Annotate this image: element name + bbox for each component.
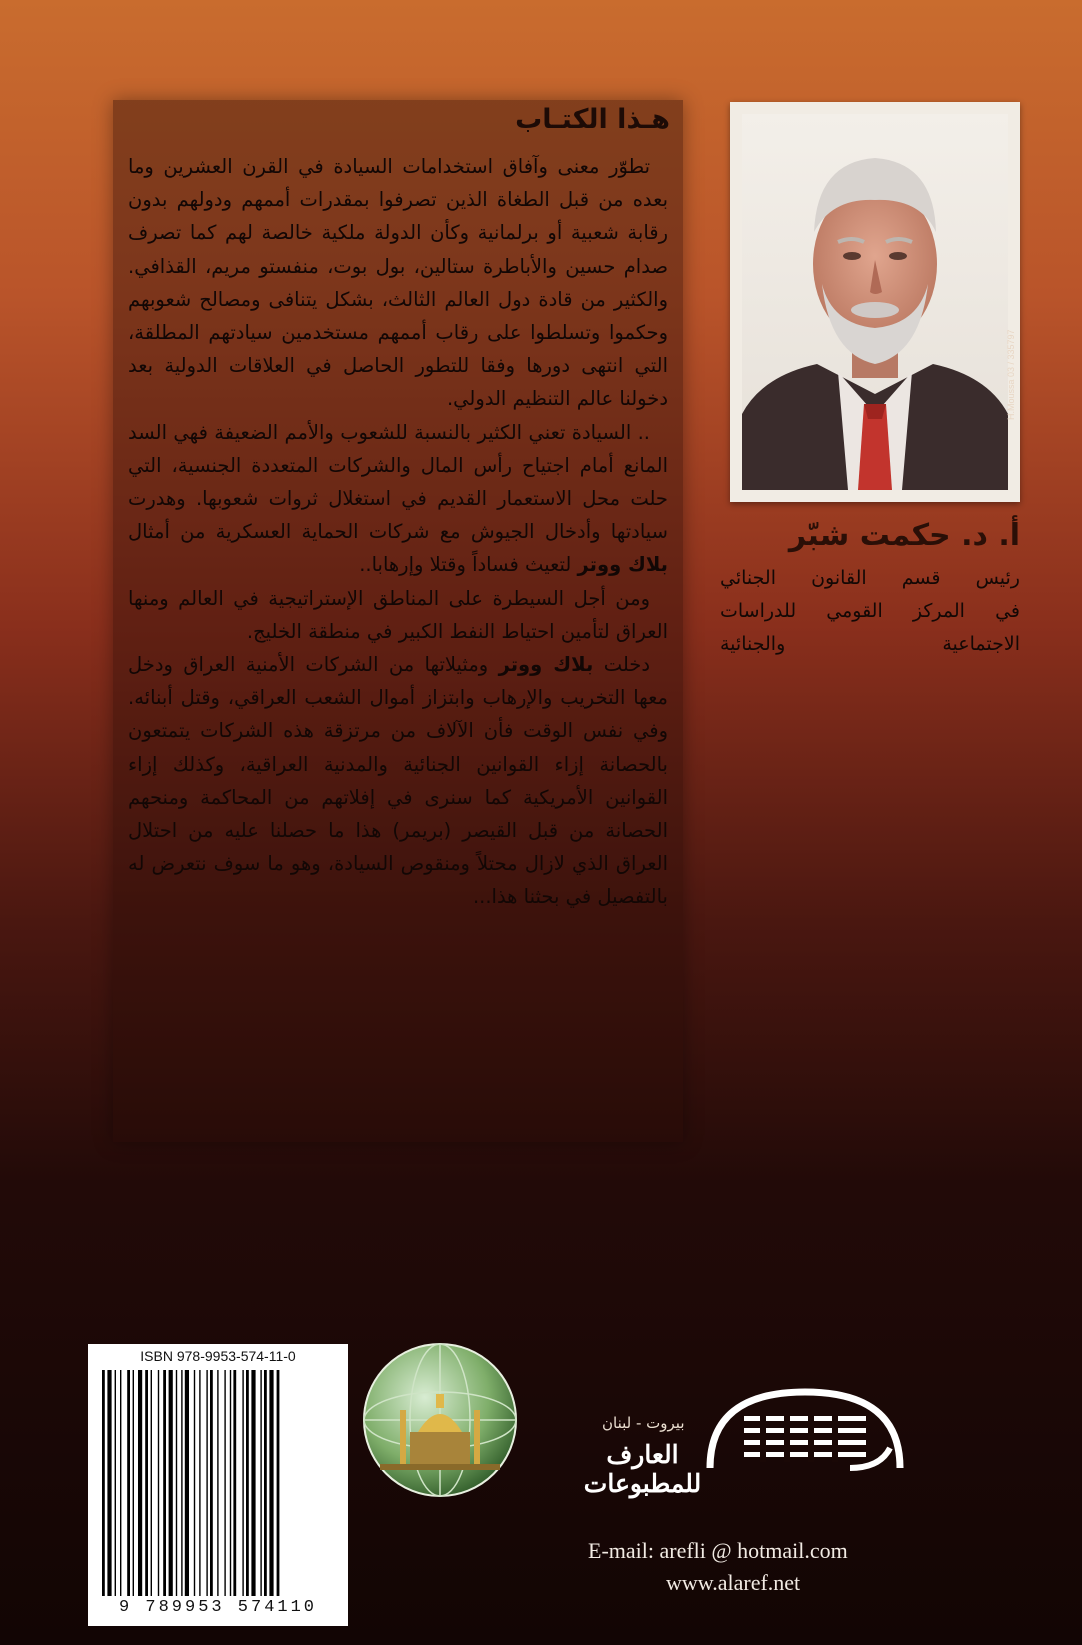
barcode-bar [206,1370,207,1596]
isbn-digits: 9 789953 574110 [118,1598,318,1617]
barcode-bar [120,1370,121,1596]
blackwater-name: بلاك ووتر [577,553,668,577]
barcode-bar [230,1370,231,1596]
barcode-bar [181,1370,182,1596]
barcode-bar [199,1370,200,1596]
barcode-bar [269,1370,273,1596]
portrait-illustration [742,114,1008,490]
barcode-bar [224,1370,225,1596]
barcode-bar [176,1370,177,1596]
description-paragraph-2 [128,416,668,582]
barcode-bar [138,1370,142,1596]
author-portrait [742,114,1008,490]
publisher-website[interactable]: www.alaref.net [666,1570,801,1595]
photo-credit: H.Moussa 03 / 335797 [1006,329,1016,420]
description-paragraph-3: ومن أجل السيطرة على المناطق الإستراتيجية في العالم ومنها العراق لتأمين احتياط النفط الكبير في منطقة الخليج. [128,586,668,643]
publisher-city: بيروت - لبنان [602,1414,685,1432]
section-title: هـذا الكتـاب [515,104,670,135]
barcode-bar [133,1370,134,1596]
barcode-bar [264,1370,267,1596]
barcode-bar [242,1370,243,1596]
barcode-bar [217,1370,218,1596]
barcode-bar [260,1370,261,1596]
author-title [720,562,1020,661]
publisher-email[interactable]: E-mail: arefli @ hotmail.com [588,1538,848,1563]
description-paragraph-2-text: .. السيادة تعني الكثير بالنسبة للشعوب والأمم الضعيفة فهي السد المانع أمام اجتياح رأس المال والشركات المتعددة الجنسية، التي حلت محل الاستعمار القديم في استغلال ثروات شعوبها. وهدرت سيادتها وأدخال الجيوش مع شركات الحماية العسكرية من أمثال [128,420,668,544]
barcode-bar [127,1370,130,1596]
barcode-bar [163,1370,166,1596]
barcode-bar [169,1370,173,1596]
author-title-line-3: الاجتماعية والجنائية [720,633,1020,655]
barcode-bar [210,1370,213,1596]
isbn-label: ISBN 978-9953-574-11-0 [140,1348,296,1364]
barcode-bar [185,1370,189,1596]
author-name: أ. د. حكمت شبّر [788,518,1020,553]
description-paragraph-2-tail: لتعيث فساداً وقتلا وإرهابا.. [359,553,572,577]
author-photo [730,102,1020,502]
barcode-bar [251,1370,255,1596]
barcode-bar [246,1370,249,1596]
author-title-line-2: في المركز القومي للدراسات [720,600,1020,622]
barcode-bar [277,1370,280,1596]
barcode-bar [158,1370,159,1596]
barcode-bars [96,1370,340,1596]
barcode-bar [115,1370,116,1596]
book-description [128,150,668,914]
blackwater-name-2: بلاك ووتر [498,653,594,677]
description-paragraph-4-text: ومثيلاتها من الشركات الأمنية العراق ودخل معها التخريب والإرهاب وابتزاز أموال الشعب العراقي، وقتل أبنائه. وفي نفس الوقت فأن الآلاف من مرتزقة هذه الشركات يتمتعون بالحصانة إزاء القوانين الجنائية والمدنية العراقية، وكذلك إزاء القوانين الأمريكية كما سنرى في إفلاتهم من المحاكمة ومنحهم الحصانة من قبل القيصر (بريمر) هذا ما حصلنا عليه من احتلال العراق الذي لازال محتلاً ومنقوص السيادة، وهو ما سوف نتعرض له بالتفصيل في بحثنا هذا... [128,653,668,909]
author-title-line-1: رئيس قسم القانون الجنائي [720,567,1020,589]
barcode-bar [107,1370,111,1596]
barcode-bar [145,1370,148,1596]
publisher-name: العارف للمطبوعات [583,1440,702,1498]
barcode-bar [151,1370,152,1596]
barcode-bar [233,1370,236,1596]
description-paragraph-1: تطوّر معنى وآفاق استخدامات السيادة في القرن العشرين وما بعده من قبل الطغاة الذين تصرفوا بمقدرات أممهم ودولهم بدون رقابة شعبية أو برلمانية وكأن الدولة ملكية خالصة لهم كما تصرف صدام حسين والأباطرة ستالين، بول بوت، منفستو مريم، القذافي. والكثير من قادة دول العالم الثالث، بشكل يتنافى ومصالح شعوبهم وحكموا وتسلطوا على رقاب أممهم مستخدمين سيادتهم المطلقة، التي انتهى دورها وفقا للتطور الحاصل في العلاقات الدولية بعد دخولنا عالم التنظيم الدولي. [128,155,668,411]
barcode-bar [194,1370,195,1596]
publisher-logo-icon [700,1388,910,1488]
description-paragraph-4 [128,648,668,914]
barcode-bar [102,1370,105,1596]
isbn-barcode [88,1344,348,1626]
globe-logo-icon [360,1340,520,1500]
description-paragraph-4-head: دخلت [603,653,651,677]
